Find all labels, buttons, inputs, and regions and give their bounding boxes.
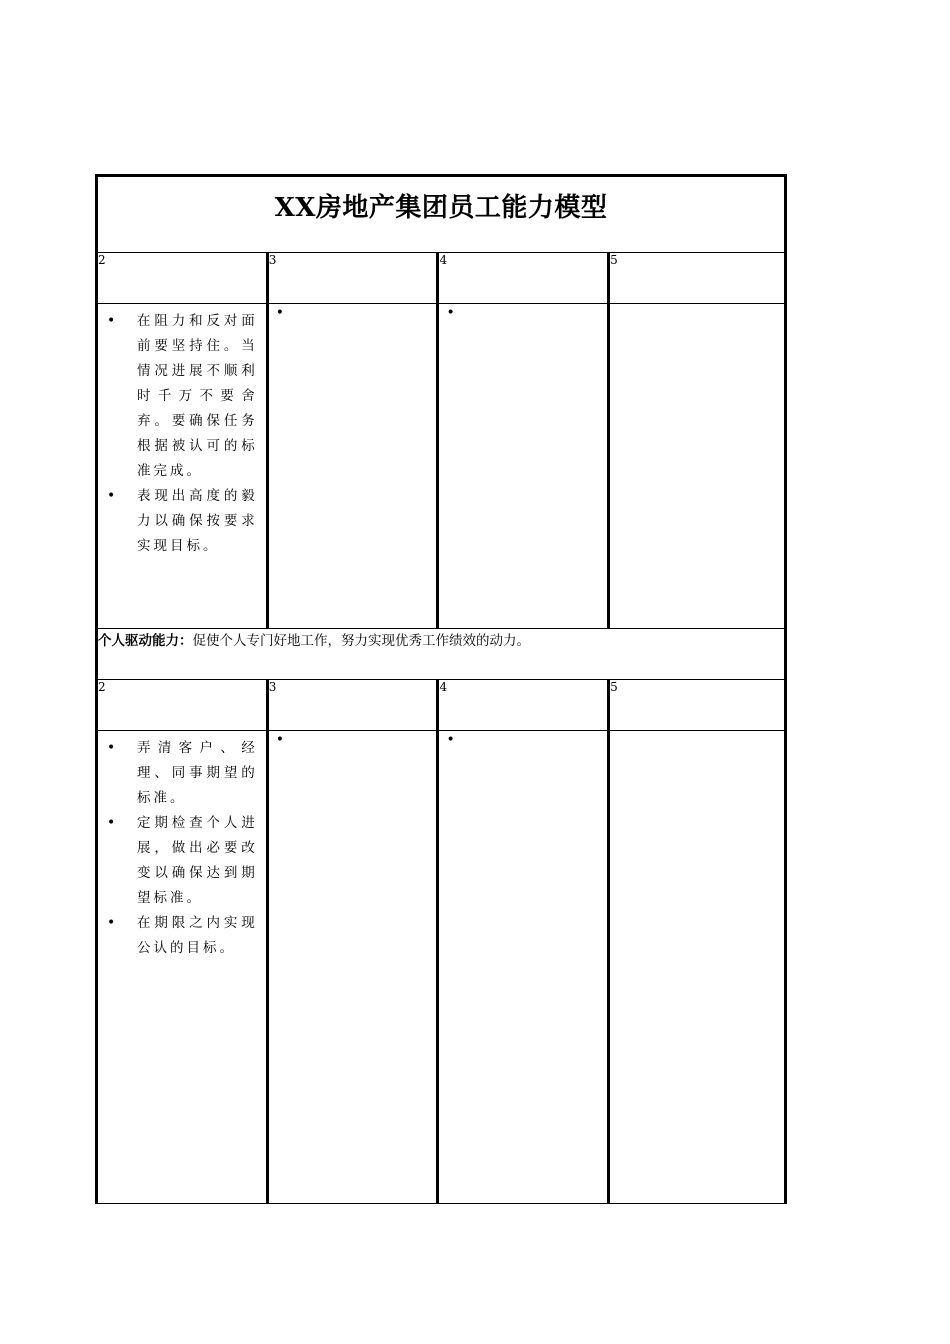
- level-2-behaviors: [97, 304, 268, 629]
- level-4-behaviors: [438, 731, 609, 1204]
- title-row: [97, 176, 786, 253]
- behavior-text: 定期检查个人进展，做出必要改变以确保达到期望标准。: [137, 815, 258, 906]
- behavior-row-1: [97, 304, 786, 629]
- level-5-behaviors: [609, 731, 786, 1204]
- bullet-icon: •: [107, 488, 119, 504]
- level-header-5: 5: [609, 680, 786, 731]
- behavior-row-2: [97, 731, 786, 1204]
- bullet-icon: •: [107, 313, 119, 329]
- behavior-text: 在期限之内实现公认的目标。: [137, 915, 258, 956]
- behavior-list: [98, 731, 266, 961]
- competency-description: 促使个人专门好地工作，努力实现优秀工作绩效的动力。: [192, 633, 530, 649]
- level-3-behaviors: [267, 731, 438, 1204]
- bullet-icon: •: [275, 732, 284, 748]
- behavior-list: [98, 304, 266, 559]
- bullet-icon: •: [107, 815, 119, 831]
- level-header-4: 4: [438, 680, 609, 731]
- behavior-text: 在阻力和反对面前要坚持住。当情况进展不顺利时千万不要舍弃。要确保任务根据被认可的标准完成。: [137, 313, 258, 479]
- list-item: [107, 736, 258, 811]
- competency-label: 个人驱动能力：: [98, 633, 193, 649]
- level-header-row-1: [97, 253, 786, 304]
- level-2-behaviors: [97, 731, 268, 1204]
- list-item: [107, 309, 258, 484]
- level-header-3: 3: [267, 680, 438, 731]
- level-header-row-2: [97, 680, 786, 731]
- level-header-2: 2: [97, 680, 268, 731]
- behavior-text: 弄清客户、经理、同事期望的标准。: [137, 740, 258, 806]
- bullet-icon: •: [107, 740, 119, 756]
- list-item: [107, 484, 258, 559]
- behavior-text: 表现出高度的毅力以确保按要求实现目标。: [137, 488, 258, 554]
- level-5-behaviors: [609, 304, 786, 629]
- list-item: [107, 811, 258, 911]
- level-3-behaviors: [267, 304, 438, 629]
- level-header-3: 3: [267, 253, 438, 304]
- document-title: XX房地产集团员工能力模型: [274, 193, 608, 223]
- level-4-behaviors: [438, 304, 609, 629]
- competency-model-table: [95, 174, 787, 1204]
- list-item: [107, 911, 258, 961]
- level-header-4: 4: [438, 253, 609, 304]
- bullet-icon: •: [107, 915, 119, 931]
- level-header-5: 5: [609, 253, 786, 304]
- level-header-2: 2: [97, 253, 268, 304]
- bullet-icon: •: [446, 305, 455, 321]
- competency-description-row: [97, 629, 786, 680]
- bullet-icon: •: [275, 305, 284, 321]
- bullet-icon: •: [446, 732, 455, 748]
